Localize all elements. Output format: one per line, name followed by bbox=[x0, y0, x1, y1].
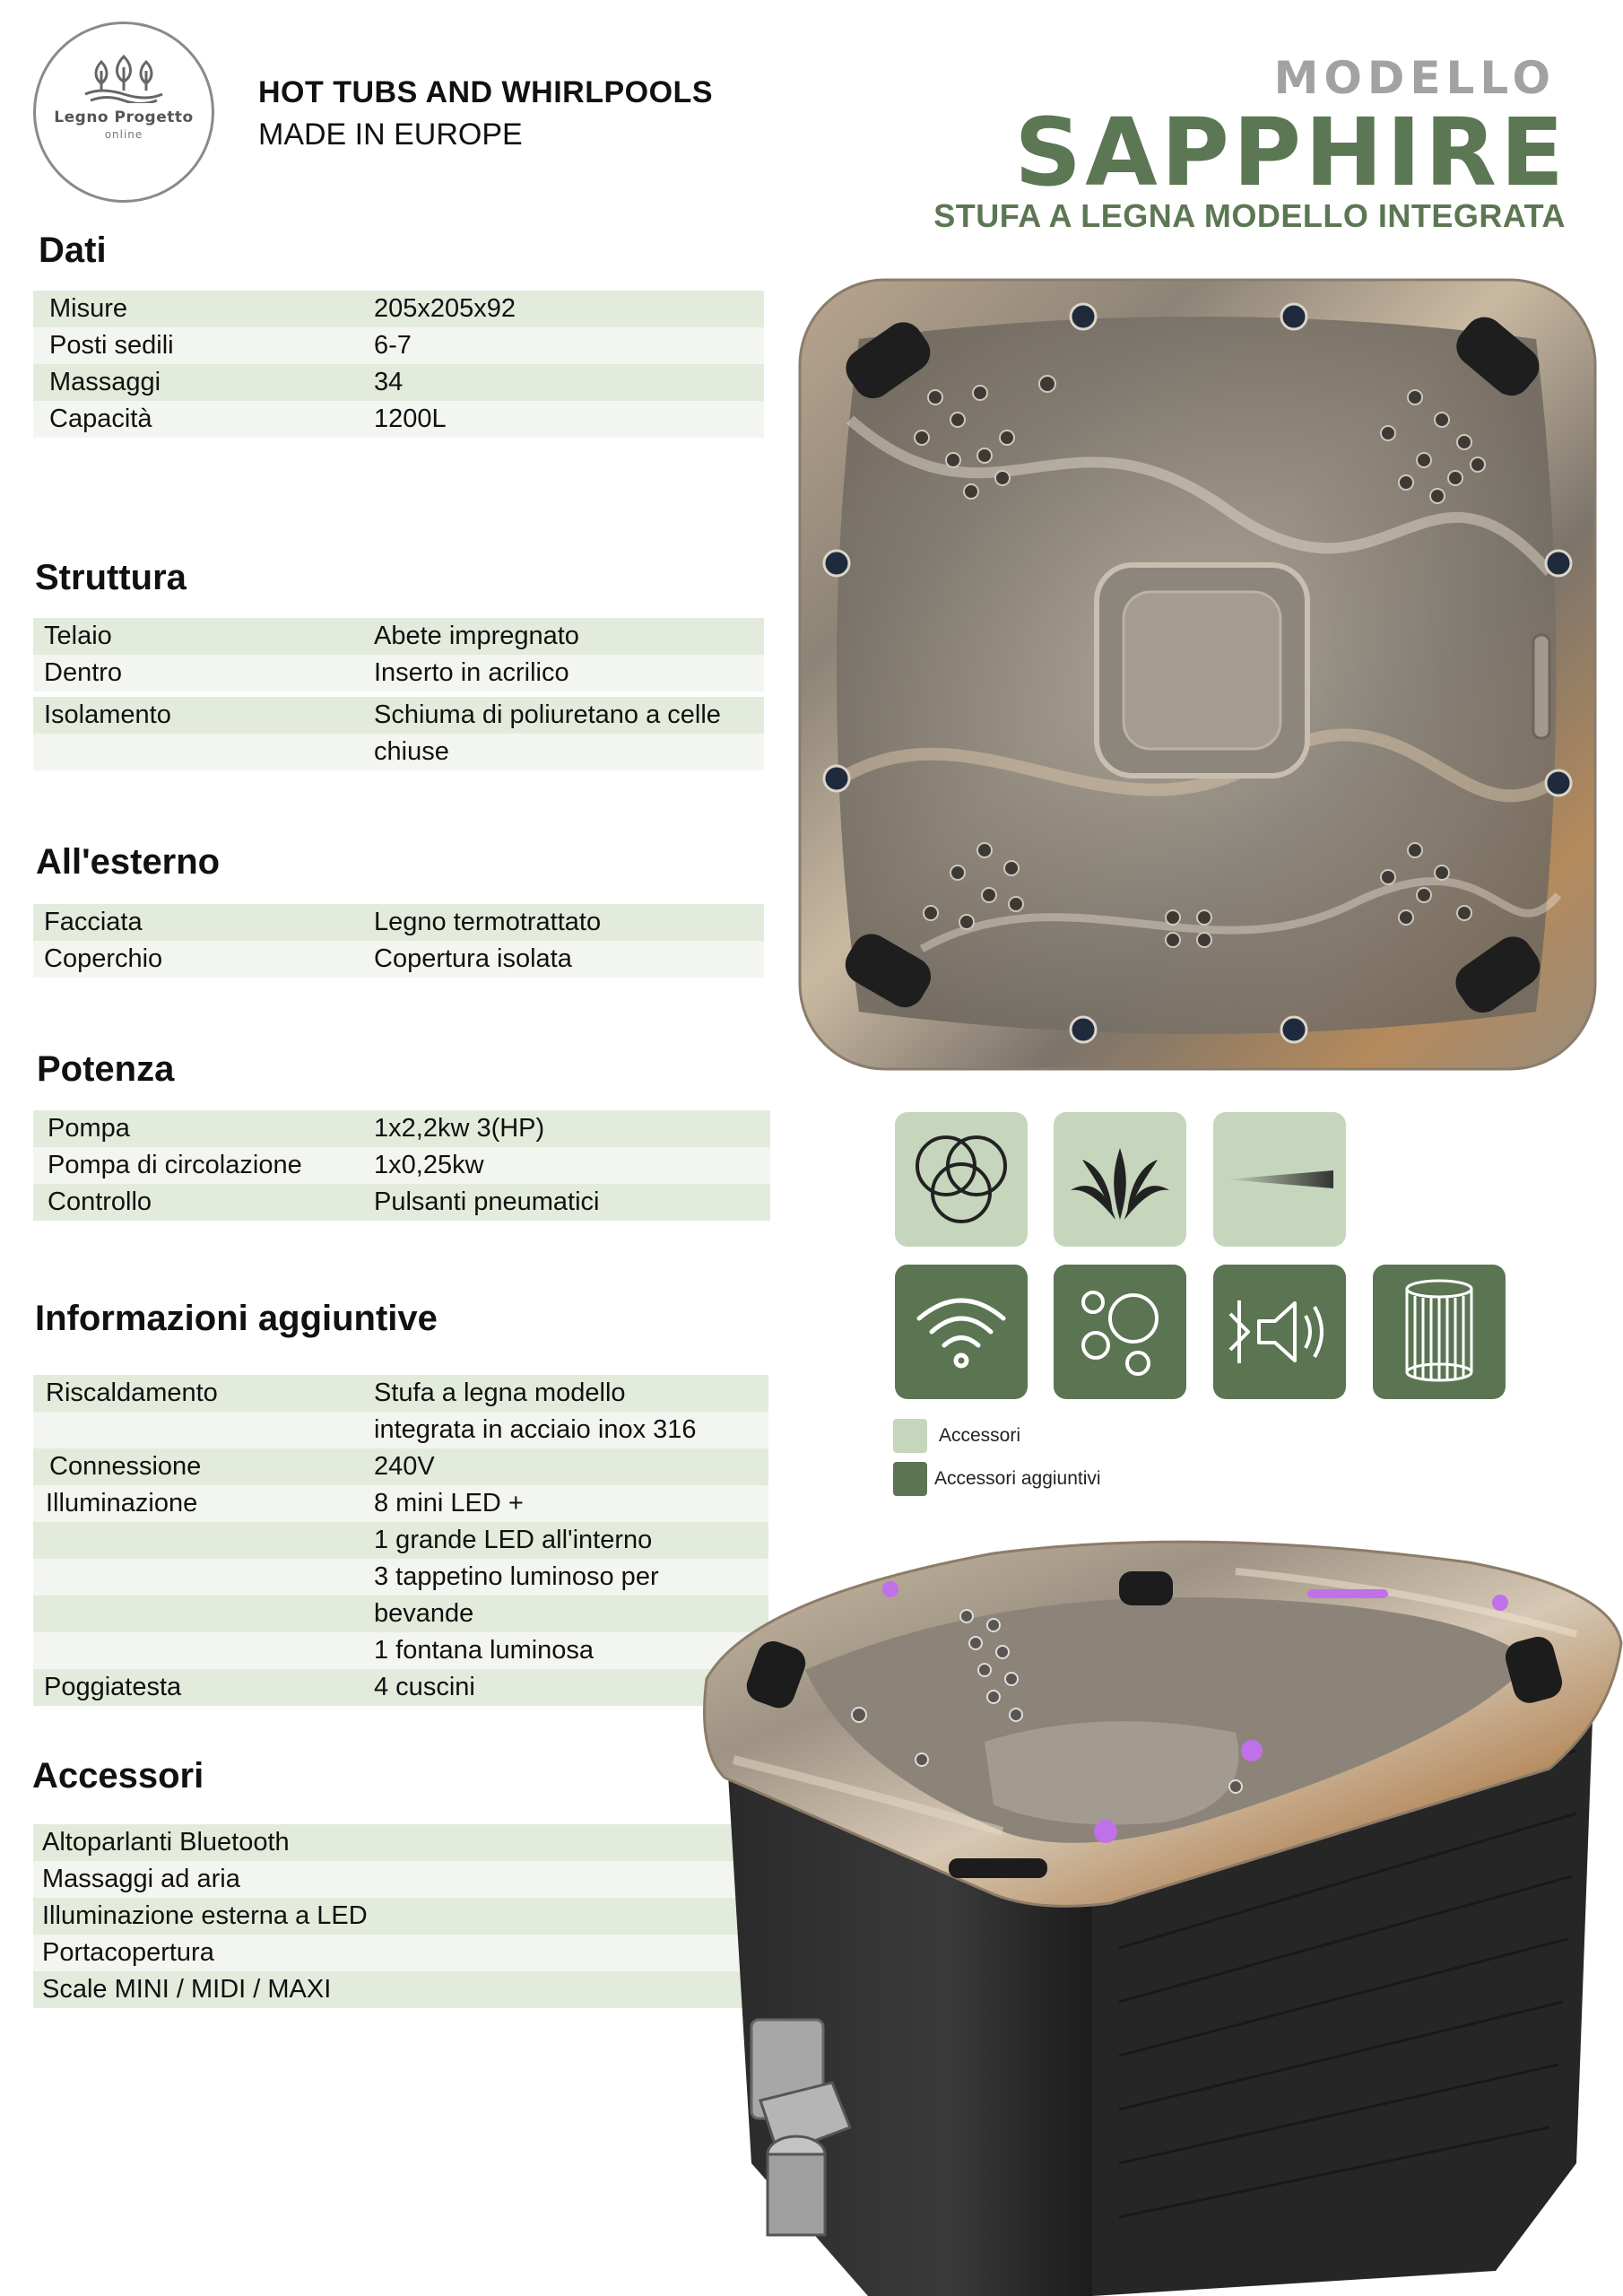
section-title-dati: Dati bbox=[39, 230, 107, 270]
table-row bbox=[33, 1485, 768, 1522]
model-subtitle: STUFA A LEGNA MODELLO INTEGRATA bbox=[933, 197, 1566, 234]
table-row bbox=[33, 291, 764, 327]
tub-top-view-image bbox=[796, 276, 1599, 1073]
table-row bbox=[33, 1632, 768, 1669]
logo-brand-sub: online bbox=[104, 128, 143, 141]
table-row bbox=[33, 697, 764, 734]
row-value: bevande bbox=[374, 1599, 474, 1628]
row-value: 8 mini LED + bbox=[374, 1489, 524, 1518]
row-key: Connessione bbox=[49, 1452, 202, 1481]
row-value: Pulsanti pneumatici bbox=[374, 1187, 600, 1216]
row-key: Posti sedili bbox=[49, 331, 174, 360]
row-value: 34 bbox=[374, 368, 404, 396]
list-item: Scale MINI / MIDI / MAXI bbox=[33, 1971, 822, 2008]
row-value: 240V bbox=[374, 1452, 435, 1481]
legend-label-accessori: Accessori bbox=[939, 1425, 1021, 1446]
color-light-icon bbox=[895, 1112, 1028, 1247]
filter-icon bbox=[1373, 1265, 1506, 1399]
row-value: 205x205x92 bbox=[374, 294, 516, 323]
table-row bbox=[33, 1147, 770, 1184]
row-key: Dentro bbox=[44, 658, 123, 687]
list-item: Altoparlanti Bluetooth bbox=[33, 1824, 822, 1861]
spec-table-info bbox=[33, 1375, 768, 1706]
table-row bbox=[33, 941, 764, 978]
row-key: Pompa di circolazione bbox=[48, 1151, 302, 1179]
row-key: Poggiatesta bbox=[44, 1673, 182, 1701]
table-row bbox=[33, 327, 764, 364]
row-key: Misure bbox=[49, 294, 128, 323]
spec-table-potenza bbox=[33, 1110, 770, 1221]
trees-logo-icon bbox=[74, 51, 173, 103]
table-row bbox=[33, 904, 764, 941]
row-value: 3 tappetino luminoso per bbox=[374, 1562, 659, 1591]
wifi-icon bbox=[895, 1265, 1028, 1399]
list-item: Illuminazione esterna a LED bbox=[33, 1898, 822, 1935]
table-row bbox=[33, 1184, 770, 1221]
row-key: Telaio bbox=[44, 622, 112, 650]
row-value: 4 cuscini bbox=[374, 1673, 475, 1701]
row-key: Pompa bbox=[48, 1114, 130, 1143]
table-row bbox=[33, 1412, 768, 1448]
row-value: Legno termotrattato bbox=[374, 908, 602, 936]
row-value: 1x2,2kw 3(HP) bbox=[374, 1114, 545, 1143]
air-jet-icon bbox=[1213, 1112, 1346, 1247]
row-value: Abete impregnato bbox=[374, 622, 579, 650]
table-row bbox=[33, 1448, 768, 1485]
spec-table-esterno bbox=[33, 904, 764, 978]
table-row bbox=[33, 1669, 768, 1706]
model-label: MODELLO bbox=[1273, 52, 1556, 104]
section-title-info: Informazioni aggiuntive bbox=[35, 1299, 438, 1338]
table-row bbox=[33, 1110, 770, 1147]
row-key: Isolamento bbox=[44, 700, 171, 729]
row-key: Capacità bbox=[49, 404, 152, 433]
row-key: Facciata bbox=[44, 908, 143, 936]
logo-brand-name: Legno Progetto bbox=[54, 109, 194, 126]
row-value: 1x0,25kw bbox=[374, 1151, 484, 1179]
table-row bbox=[33, 618, 764, 655]
list-item: Portacopertura bbox=[33, 1935, 822, 1971]
table-row bbox=[33, 1522, 768, 1559]
bluetooth-speaker-icon bbox=[1213, 1265, 1346, 1399]
row-value: 1 fontana luminosa bbox=[374, 1636, 595, 1665]
table-row bbox=[33, 734, 764, 770]
table-row bbox=[33, 401, 764, 438]
legend-swatch-accessori bbox=[893, 1419, 927, 1453]
fountain-icon bbox=[1054, 1112, 1186, 1247]
row-value: Stufa a legna modello bbox=[374, 1378, 626, 1407]
row-key: Coperchio bbox=[44, 944, 163, 973]
list-item: Massaggi ad aria bbox=[33, 1861, 822, 1898]
table-row bbox=[33, 1559, 768, 1596]
spec-table-dati bbox=[33, 291, 764, 438]
row-key: Riscaldamento bbox=[46, 1378, 218, 1407]
spec-table-struttura bbox=[33, 618, 764, 770]
bubbles-icon bbox=[1054, 1265, 1186, 1399]
table-row bbox=[33, 655, 764, 691]
row-value: 6-7 bbox=[374, 331, 412, 360]
row-value: integrata in acciaio inox 316 bbox=[374, 1415, 697, 1444]
tagline-line1: HOT TUBS AND WHIRLPOOLS bbox=[258, 75, 713, 109]
row-value: 1 grande LED all'interno bbox=[374, 1526, 653, 1554]
section-title-accessori: Accessori bbox=[32, 1756, 204, 1796]
row-value: Schiuma di poliuretano a celle bbox=[374, 700, 721, 729]
section-title-esterno: All'esterno bbox=[36, 842, 221, 882]
row-key: Illuminazione bbox=[46, 1489, 198, 1518]
table-row bbox=[33, 364, 764, 401]
row-value: Copertura isolata bbox=[374, 944, 572, 973]
model-name: SAPPHIRE bbox=[1014, 98, 1567, 207]
row-value: chiuse bbox=[374, 737, 449, 766]
legend-swatch-aggiuntivi bbox=[893, 1462, 927, 1496]
section-title-potenza: Potenza bbox=[37, 1049, 175, 1089]
section-title-struttura: Struttura bbox=[35, 558, 187, 597]
tagline-line2: MADE IN EUROPE bbox=[258, 117, 523, 152]
row-value: Inserto in acrilico bbox=[374, 658, 569, 687]
row-key: Controllo bbox=[48, 1187, 152, 1216]
brand-logo bbox=[33, 22, 214, 203]
row-value: 1200L bbox=[374, 404, 447, 433]
table-row bbox=[33, 1596, 768, 1632]
row-key: Massaggi bbox=[49, 368, 161, 396]
table-row bbox=[33, 1375, 768, 1412]
legend-label-aggiuntivi: Accessori aggiuntivi bbox=[934, 1468, 1101, 1489]
tub-3d-view-image bbox=[698, 1535, 1623, 2296]
